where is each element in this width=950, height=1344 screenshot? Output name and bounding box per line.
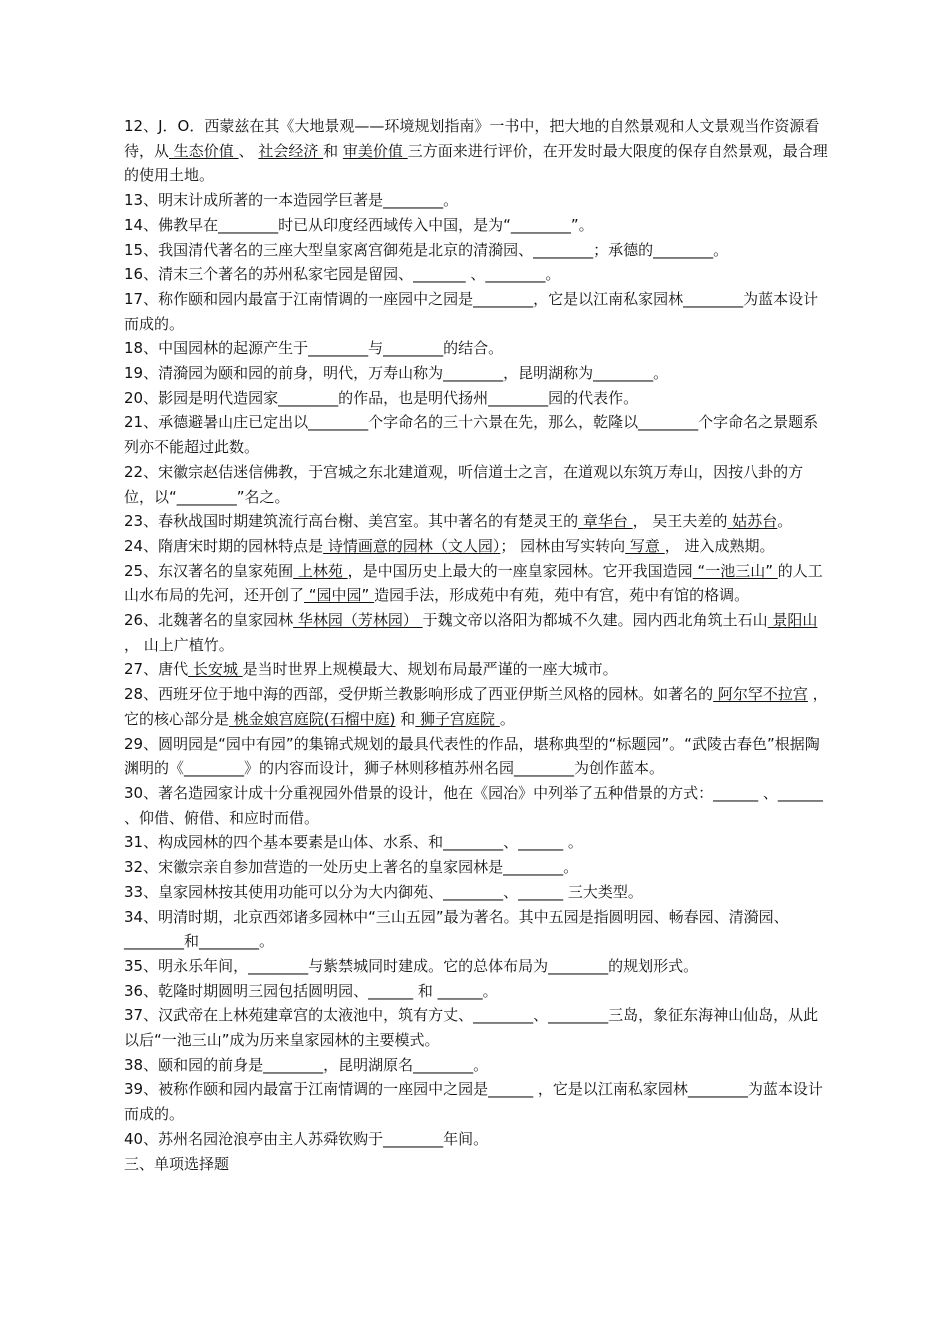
question-40: 40、苏州名园沧浪亭由主人苏舜钦购于________年间。 [124, 1129, 489, 1148]
question-33: 33、皇家园林按其使用功能可以分为大内御苑、________、______ 三大类型。 [124, 882, 643, 901]
question-21: 21、承德避暑山庄已定出以________个字命名的三十六景在先，那么，乾隆以________个字命名之景题系列亦不能超过此数。 [124, 413, 819, 457]
question-30: 30、著名造园家计成十分重视园外借景的设计，他在《园冶》中列举了五种借景的方式：______ 、______ 、仰借、俯借、和应时而借。 [124, 783, 823, 827]
answer-blank: 姑苏台 [727, 512, 778, 531]
question-27: 27、唐代 长安城 是当时世界上规模最大、规划布局最严谨的一座大城市。 [124, 660, 618, 679]
question-14: 14、佛教早在________时已从印度经西域传入中国，是为“________”。 [124, 215, 594, 234]
question-15: 15、我国清代著名的三座大型皇家离宫御苑是北京的清漪园、________；承德的________。 [124, 240, 729, 259]
answer-blank: 章华台 [578, 512, 633, 531]
question-24: 24、隋唐宋时期的园林特点是 诗情画意的园林（文人园）； 园林由写实转向 写意 ， 进入成熟期。 [124, 536, 775, 555]
question-23: 23、春秋战国时期建筑流行高台榭、美宫室。其中著名的有楚灵王的 章华台 ， 吴王夫差的 姑苏台。 [124, 512, 793, 531]
answer-blank: 社会经济 [258, 141, 324, 160]
answer-blank: 审美价值 [342, 141, 408, 160]
answer-blank: 长安城 [188, 660, 243, 679]
question-28: 28、西班牙位于地中海的西部，受伊斯兰教影响形成了西亚伊斯兰风格的园林。如著名的 阿尔罕不拉宫 ，它的核心部分是 桃金娘宫庭院(石榴中庭) 和 狮子宫庭院 。 [124, 685, 828, 728]
question-16: 16、清末三个著名的苏州私家宅园是留园、_______ 、________。 [124, 265, 561, 284]
question-31: 31、构成园林的四个基本要素是山体、水系、和________、______ 。 [124, 833, 583, 852]
question-25: 25、东汉著名的皇家苑囿 上林苑 ，是中国历史上最大的一座皇家园林。它开我国造园 “一池三山” 的人工山水布局的先河，还开创了 “园中园” 造园手法，形成苑中有苑，苑中有宫，苑中有馆的格调。 [124, 561, 823, 605]
question-22: 22、宋徽宗赵佶迷信佛教，于宫城之东北建道观，听信道士之言，在道观以东筑万寿山，因按八卦的方位，以“________”名之。 [124, 462, 804, 506]
question-38: 38、颐和园的前身是________，昆明湖原名________。 [124, 1055, 489, 1074]
question-20: 20、影园是明代造园家________的作品，也是明代扬州________园的代表作。 [124, 388, 639, 407]
section-heading: 三、单项选择题 [124, 1154, 230, 1173]
question-19: 19、清漪园为颐和园的前身，明代，万寿山称为________，昆明湖称为________。 [124, 364, 669, 383]
question-36: 36、乾隆时期圆明三园包括圆明园、______ 和 ______。 [124, 981, 498, 1000]
question-35: 35、明永乐年间，________与紫禁城同时建成。它的总体布局为________的规划形式。 [124, 956, 699, 975]
question-list [124, 114, 828, 1176]
question-12: 12、J．O．西蒙兹在其《大地景观——环境规划指南》一书中，把大地的自然景观和人文景观当作资源看待，从 生态价值 、 社会经济 和 审美价值 三方面来进行评价，在开发时最大限度的保存自然景观，最合理的使用土地。 [124, 117, 828, 185]
answer-blank: 阿尔罕不拉宫 [713, 685, 808, 704]
question-17: 17、称作颐和园内最富于江南情调的一座园中之园是________，它是以江南私家园林________为蓝本设计而成的。 [124, 289, 819, 333]
question-18: 18、中国园林的起源产生于________与________的结合。 [124, 339, 504, 358]
answer-blank: “一池三山” [692, 561, 778, 580]
question-26: 26、北魏著名的皇家园林 华林园（芳林园） 于魏文帝以洛阳为都城不久建。园内西北角筑土石山 景阳山 ， 山上广植竹。 [124, 611, 818, 654]
answer-blank: 狮子宫庭院 [415, 709, 500, 728]
answer-blank: 景阳山 [767, 611, 818, 630]
answer-blank: “园中园” [304, 586, 375, 605]
answer-blank: 生态价值 [169, 141, 239, 160]
answer-blank: 桃金娘宫庭院(石榴中庭) [229, 709, 396, 728]
question-29: 29、圆明园是“园中有园”的集锦式规划的最具代表性的作品，堪称典型的“标题园”。“武陵古春色”根据陶渊明的《________》的内容而设计，狮子林则移植苏州名园________为创作蓝本。 [124, 734, 820, 778]
question-13: 13、明末计成所著的一本造园学巨著是________。 [124, 191, 459, 210]
question-37: 37、汉武帝在上林苑建章宫的太液池中，筑有方丈、________、________三岛，象征东海神山仙岛，从此以后“一池三山”成为历来皇家园林的主要模式。 [124, 1006, 819, 1050]
answer-blank: 诗情画意的园林（文人园） [323, 536, 501, 555]
answer-blank: 华林园（芳林园） [293, 611, 423, 630]
answer-blank: 写意 [625, 536, 665, 555]
question-32: 32、宋徽宗亲自参加营造的一处历史上著名的皇家园林是________。 [124, 858, 579, 877]
question-39: 39、被称作颐和园内最富于江南情调的一座园中之园是______ ，它是以江南私家园林________为蓝本设计而成的。 [124, 1080, 823, 1124]
answer-blank: 上林苑 [293, 561, 348, 580]
question-34: 34、明清时期，北京西郊诸多园林中“三山五园”最为著名。其中五园是指圆明园、畅春园、清漪园、________和________。 [124, 907, 789, 951]
